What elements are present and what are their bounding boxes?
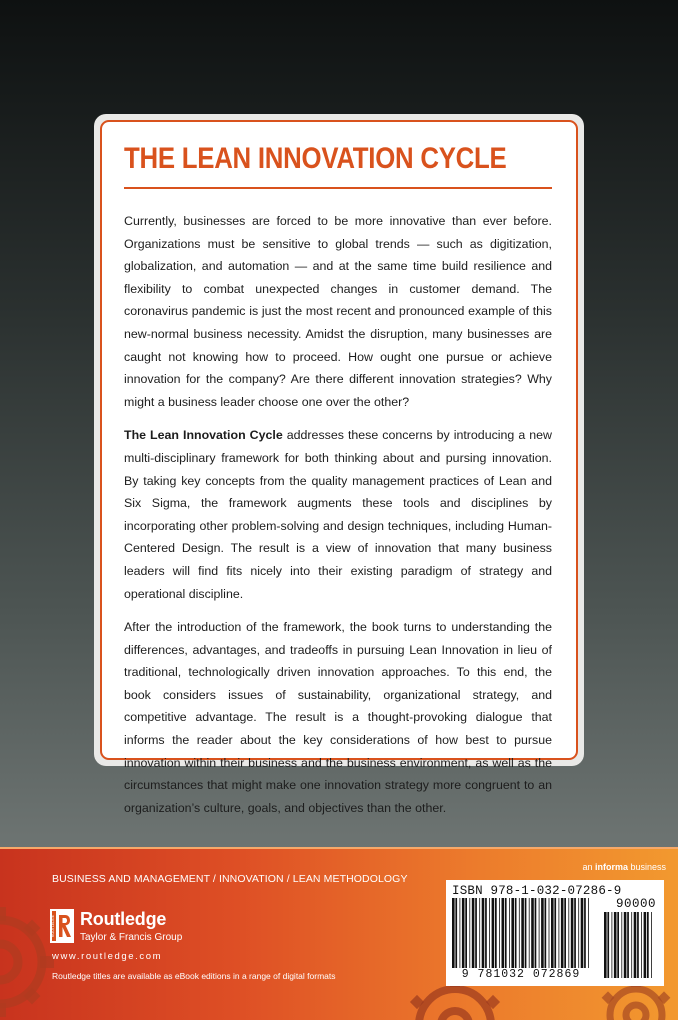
title-divider <box>124 187 552 189</box>
book-description <box>124 210 552 830</box>
price-addon-code: 90000 <box>615 897 656 911</box>
description-paragraph-3: After the introduction of the framework, the book turns to understanding the differences, advantages, and tradeoffs in pursuing Lean Innovation in lieu of traditional, technologically driven innovation approaches. To this end, the book considers issues of sustainability, organizational strategy, and competitive advantage. The result is a thought-provoking dialogue that informs the reader about the key considerations of how best to pursue innovation within their business and the business environment, as well as the circumstances that might make one innovation strategy more congruent to an organization’s culture, goals, and objectives than the other. <box>124 620 552 815</box>
isbn-barcode <box>446 880 664 986</box>
paragraph-2-text: addresses these concerns by introducing a new multi-disciplinary framework for both thinking about and pursing innovation. By taking key concepts from the quality management practices of Lean and Six Sigma, the framework augments these tools and disciplines by incorporating other problem-solving and design techniques, including Human-Centered Design. The result is a view of innovation that many business leaders will find fits nicely into their existing paradigm of strategy and operational discipline. <box>124 428 552 601</box>
publisher-website[interactable]: www.routledge.com <box>52 951 163 962</box>
ebook-availability-note: Routledge titles are available as eBook editions in a range of digital formats <box>52 971 336 981</box>
isbn-number: ISBN 978-1-032-07286-9 <box>452 884 622 898</box>
publisher-footer <box>0 847 678 1020</box>
barcode-addon-bars <box>604 912 656 978</box>
footer-top-rule <box>0 847 678 849</box>
logo-side-text: ROUTLEDGE <box>51 914 55 938</box>
inline-book-title: The Lean Innovation Cycle <box>124 428 283 443</box>
subject-category: BUSINESS AND MANAGEMENT / INNOVATION / LEAN METHODOLOGY <box>52 873 408 885</box>
description-paragraph-1: Currently, businesses are forced to be more innovative than ever before. Organizations must be sensitive to global trends — such as digitization, globalization, and automation — and at the same time build resilience and flexibility to combat unexpected changes in customer demand. The coronavirus pandemic is just the most recent and pronounced example of this new-normal business necessity. Amidst the disruption, many businesses are caught not knowing how to proceed. How ought one pursue or achieve innovation for the company? Are there different innovation strategies? Why might a business leader choose one over the other? <box>124 214 552 409</box>
routledge-logo-icon <box>50 909 74 943</box>
publisher-group: Taylor & Francis Group <box>80 932 183 943</box>
barcode-digits: 9 781032 072869 <box>452 968 590 982</box>
publisher-name: Routledge <box>80 909 167 929</box>
description-frame <box>100 120 578 815</box>
back-cover-panel <box>94 114 584 815</box>
informa-tagline: an informa business <box>582 862 666 872</box>
description-paragraph-2 <box>124 424 552 605</box>
barcode-bars <box>452 898 590 978</box>
book-title: THE LEAN INNOVATION CYCLE <box>124 142 507 175</box>
